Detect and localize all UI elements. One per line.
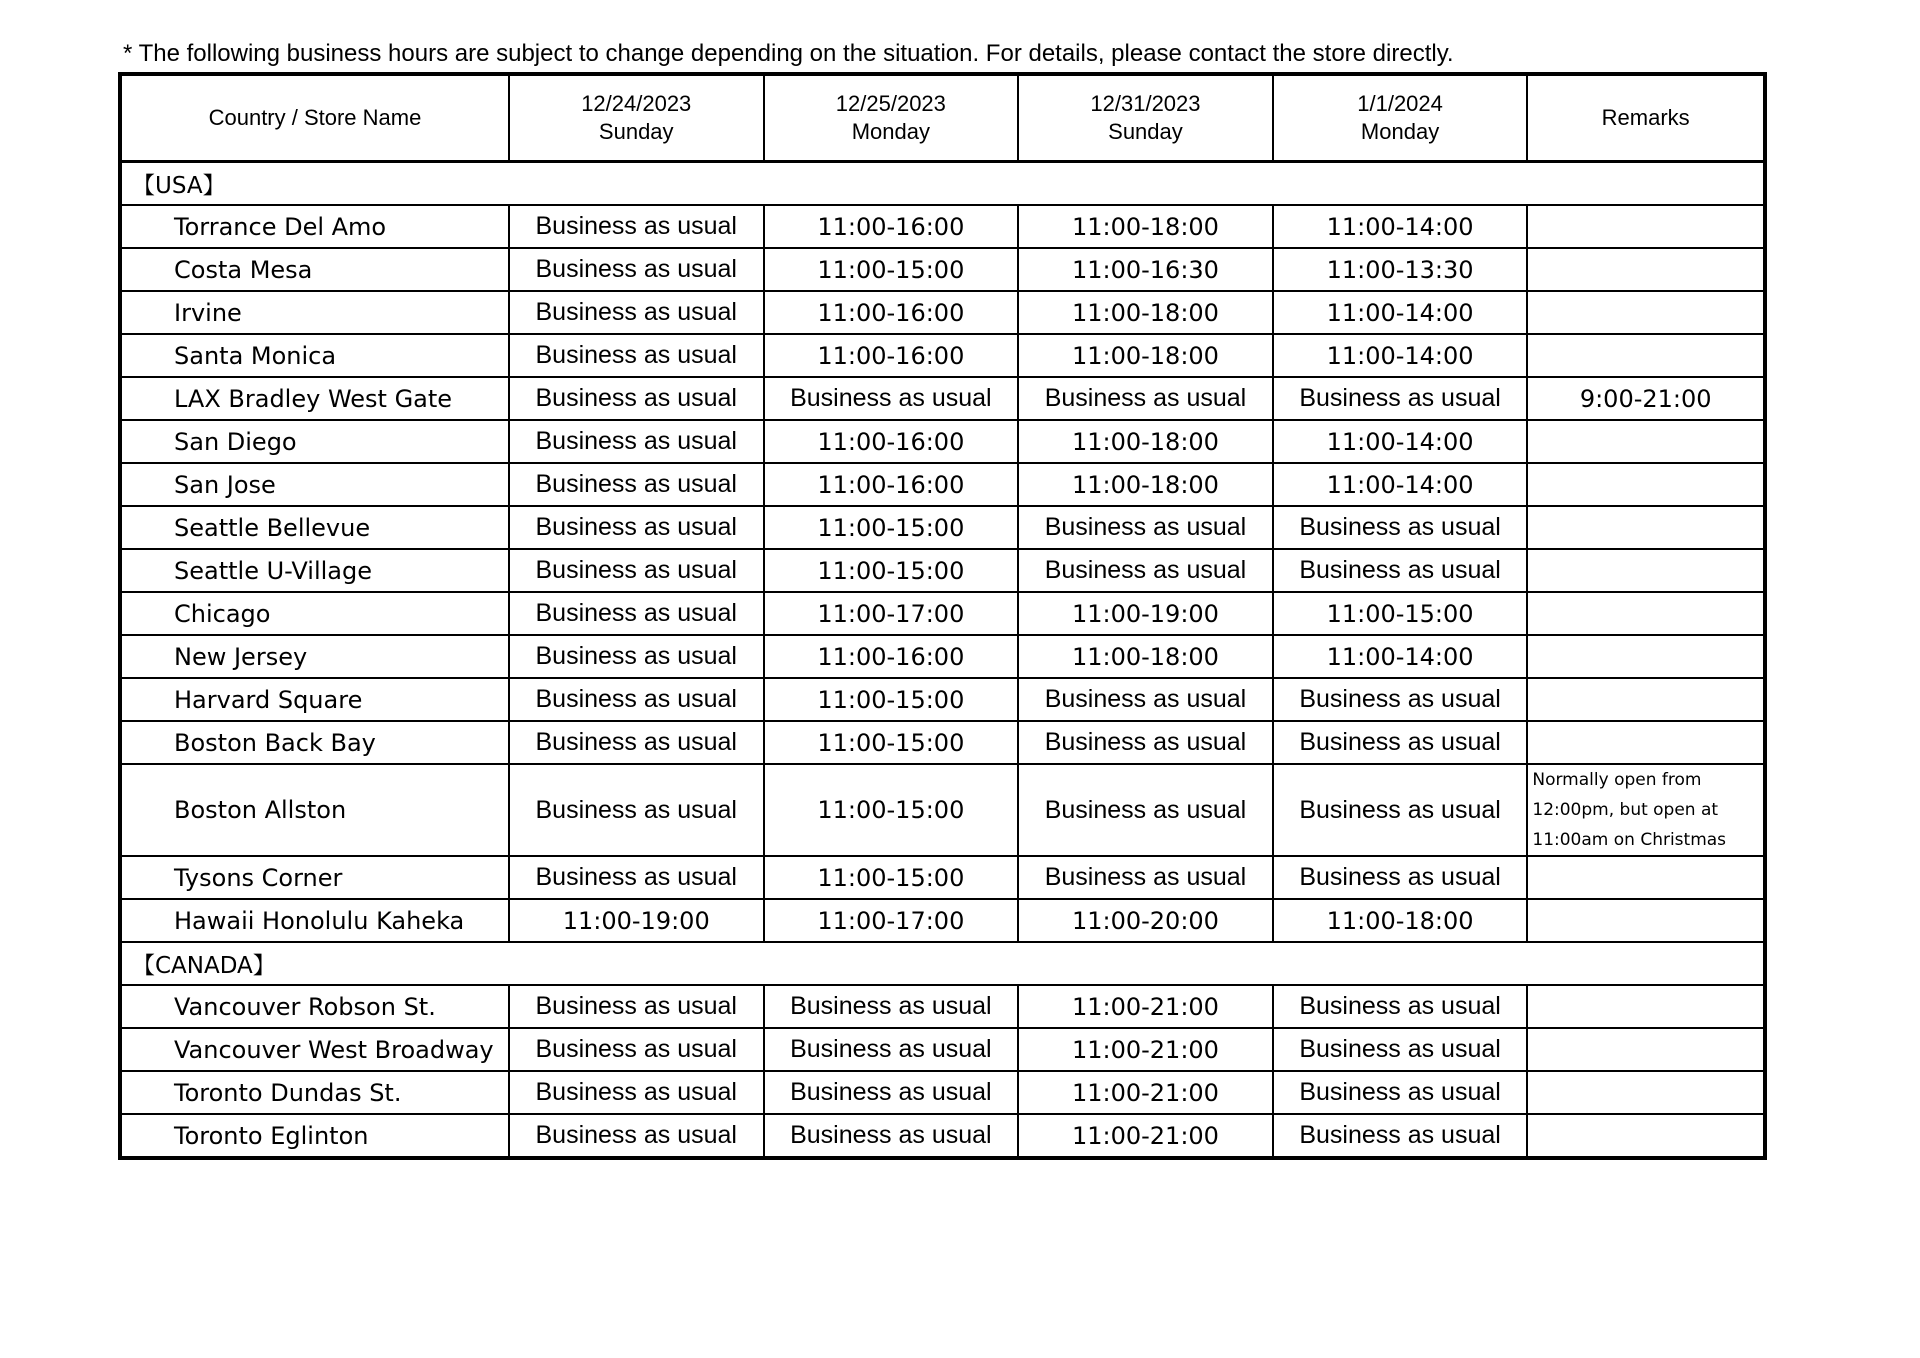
hours-cell: Business as usual xyxy=(1018,506,1273,549)
store-name: Seattle U-Village xyxy=(120,549,509,592)
hours-cell: 11:00-15:00 xyxy=(764,721,1019,764)
hours-cell: Business as usual xyxy=(1273,506,1528,549)
hours-cell: Business as usual xyxy=(509,1114,764,1158)
table-row xyxy=(120,549,1765,592)
hours-cell: 11:00-15:00 xyxy=(764,856,1019,899)
header-date: 12/25/2023 xyxy=(835,91,946,116)
store-name: Seattle Bellevue xyxy=(120,506,509,549)
hours-cell: Business as usual xyxy=(1273,985,1528,1028)
hours-cell: 11:00-18:00 xyxy=(1018,205,1273,248)
remarks-cell xyxy=(1527,205,1765,248)
store-name: Chicago xyxy=(120,592,509,635)
hours-cell: Business as usual xyxy=(509,856,764,899)
header-day: Sunday xyxy=(1108,119,1183,144)
table-row xyxy=(120,721,1765,764)
remarks-cell xyxy=(1527,678,1765,721)
hours-cell: 11:00-18:00 xyxy=(1018,334,1273,377)
remarks-cell xyxy=(1527,856,1765,899)
header-remarks: Remarks xyxy=(1527,74,1765,162)
disclaimer-note: * The following business hours are subject to change depending on the situation. For details, please contact the store directly. xyxy=(123,40,1454,67)
store-name: San Jose xyxy=(120,463,509,506)
remarks-cell xyxy=(1527,899,1765,942)
table-row xyxy=(120,334,1765,377)
hours-cell: 11:00-14:00 xyxy=(1273,205,1528,248)
header-date-3 xyxy=(1018,74,1273,162)
hours-cell: 11:00-14:00 xyxy=(1273,420,1528,463)
hours-cell: 11:00-15:00 xyxy=(1273,592,1528,635)
store-name: Toronto Dundas St. xyxy=(120,1071,509,1114)
hours-cell: Business as usual xyxy=(1018,721,1273,764)
hours-cell: Business as usual xyxy=(509,248,764,291)
hours-cell: Business as usual xyxy=(1018,377,1273,420)
hours-cell: 11:00-14:00 xyxy=(1273,635,1528,678)
hours-cell: Business as usual xyxy=(1273,377,1528,420)
hours-cell: Business as usual xyxy=(764,1028,1019,1071)
store-name: San Diego xyxy=(120,420,509,463)
hours-cell: 11:00-16:00 xyxy=(764,463,1019,506)
hours-cell: Business as usual xyxy=(509,1071,764,1114)
hours-cell: Business as usual xyxy=(1018,549,1273,592)
table-row xyxy=(120,678,1765,721)
hours-cell: 11:00-16:30 xyxy=(1018,248,1273,291)
hours-cell: 11:00-20:00 xyxy=(1018,899,1273,942)
hours-cell: Business as usual xyxy=(509,549,764,592)
hours-cell: 11:00-14:00 xyxy=(1273,334,1528,377)
store-name: Boston Allston xyxy=(120,764,509,856)
hours-cell: 11:00-16:00 xyxy=(764,205,1019,248)
store-name: Boston Back Bay xyxy=(120,721,509,764)
hours-cell: Business as usual xyxy=(1273,1114,1528,1158)
hours-cell: 11:00-16:00 xyxy=(764,334,1019,377)
hours-cell: 11:00-15:00 xyxy=(764,678,1019,721)
region-label: 【USA】 xyxy=(120,162,1765,206)
table-row xyxy=(120,248,1765,291)
table-row xyxy=(120,592,1765,635)
hours-cell: Business as usual xyxy=(764,377,1019,420)
store-name: LAX Bradley West Gate xyxy=(120,377,509,420)
remarks-cell xyxy=(1527,1071,1765,1114)
remarks-cell xyxy=(1527,1114,1765,1158)
hours-cell: Business as usual xyxy=(509,291,764,334)
hours-cell: Business as usual xyxy=(764,1114,1019,1158)
table-row xyxy=(120,1114,1765,1158)
hours-cell: Business as usual xyxy=(1273,721,1528,764)
header-day: Sunday xyxy=(598,119,674,144)
table-header-row xyxy=(120,74,1765,162)
header-date-1 xyxy=(509,74,764,162)
remarks-cell xyxy=(1527,1028,1765,1071)
store-name: Harvard Square xyxy=(120,678,509,721)
hours-cell: Business as usual xyxy=(1273,856,1528,899)
remarks-cell: Normally open from 12:00pm, but open at 11:00am on Christmas xyxy=(1527,764,1765,856)
table-row xyxy=(120,506,1765,549)
table-row xyxy=(120,1071,1765,1114)
table-row xyxy=(120,764,1765,856)
hours-cell: 11:00-19:00 xyxy=(509,899,764,942)
store-name: Vancouver Robson St. xyxy=(120,985,509,1028)
remarks-cell xyxy=(1527,248,1765,291)
table-row xyxy=(120,899,1765,942)
header-date: 12/24/2023 xyxy=(581,91,692,116)
hours-cell: Business as usual xyxy=(509,721,764,764)
hours-cell: Business as usual xyxy=(764,1071,1019,1114)
region-label: 【CANADA】 xyxy=(120,942,1765,985)
hours-cell: 11:00-18:00 xyxy=(1018,291,1273,334)
hours-cell: Business as usual xyxy=(509,592,764,635)
remarks-cell xyxy=(1527,592,1765,635)
hours-cell: 11:00-18:00 xyxy=(1273,899,1528,942)
remarks-cell xyxy=(1527,635,1765,678)
hours-cell: Business as usual xyxy=(509,420,764,463)
hours-cell: 11:00-14:00 xyxy=(1273,463,1528,506)
hours-cell: 11:00-16:00 xyxy=(764,635,1019,678)
hours-cell: 11:00-15:00 xyxy=(764,506,1019,549)
header-store-name: Country / Store Name xyxy=(120,74,509,162)
remarks-cell xyxy=(1527,721,1765,764)
header-day: Monday xyxy=(1360,119,1440,144)
hours-cell: 11:00-15:00 xyxy=(764,764,1019,856)
header-day: Monday xyxy=(851,119,930,144)
hours-cell: Business as usual xyxy=(1018,856,1273,899)
store-name: Vancouver West Broadway xyxy=(120,1028,509,1071)
table-row xyxy=(120,463,1765,506)
hours-cell: 11:00-13:30 xyxy=(1273,248,1528,291)
hours-cell: Business as usual xyxy=(1018,764,1273,856)
hours-cell: 11:00-18:00 xyxy=(1018,635,1273,678)
remarks-cell xyxy=(1527,334,1765,377)
hours-cell: 11:00-16:00 xyxy=(764,291,1019,334)
hours-cell: 11:00-15:00 xyxy=(764,549,1019,592)
hours-cell: Business as usual xyxy=(509,205,764,248)
hours-cell: 11:00-17:00 xyxy=(764,899,1019,942)
hours-cell: Business as usual xyxy=(509,1028,764,1071)
region-row-canada xyxy=(120,942,1765,985)
table-row xyxy=(120,420,1765,463)
remarks-cell xyxy=(1527,291,1765,334)
hours-cell: 11:00-21:00 xyxy=(1018,985,1273,1028)
hours-cell: 11:00-17:00 xyxy=(764,592,1019,635)
hours-cell: 11:00-14:00 xyxy=(1273,291,1528,334)
store-name: Santa Monica xyxy=(120,334,509,377)
hours-cell: Business as usual xyxy=(509,463,764,506)
hours-cell: 11:00-21:00 xyxy=(1018,1114,1273,1158)
store-name: Costa Mesa xyxy=(120,248,509,291)
hours-cell: Business as usual xyxy=(1273,764,1528,856)
store-name: Toronto Eglinton xyxy=(120,1114,509,1158)
remarks-cell: 9:00-21:00 xyxy=(1527,377,1765,420)
hours-cell: Business as usual xyxy=(509,334,764,377)
header-date: 12/31/2023 xyxy=(1090,91,1201,116)
hours-cell: Business as usual xyxy=(509,764,764,856)
hours-cell: Business as usual xyxy=(1273,1071,1528,1114)
table-row xyxy=(120,635,1765,678)
hours-cell: 11:00-18:00 xyxy=(1018,420,1273,463)
hours-cell: Business as usual xyxy=(509,506,764,549)
hours-cell: Business as usual xyxy=(1018,678,1273,721)
hours-cell: Business as usual xyxy=(1273,678,1528,721)
table-row xyxy=(120,985,1765,1028)
hours-cell: Business as usual xyxy=(509,377,764,420)
table-row xyxy=(120,291,1765,334)
header-date-4 xyxy=(1273,74,1528,162)
header-date-2 xyxy=(764,74,1019,162)
store-name: Irvine xyxy=(120,291,509,334)
table-row xyxy=(120,205,1765,248)
hours-cell: 11:00-15:00 xyxy=(764,248,1019,291)
table-row xyxy=(120,1028,1765,1071)
hours-cell: Business as usual xyxy=(509,678,764,721)
hours-cell: 11:00-21:00 xyxy=(1018,1028,1273,1071)
hours-cell: 11:00-21:00 xyxy=(1018,1071,1273,1114)
hours-cell: 11:00-18:00 xyxy=(1018,463,1273,506)
remarks-cell xyxy=(1527,985,1765,1028)
hours-cell: 11:00-16:00 xyxy=(764,420,1019,463)
remarks-cell xyxy=(1527,463,1765,506)
hours-cell: Business as usual xyxy=(1273,549,1528,592)
table-row xyxy=(120,377,1765,420)
remarks-cell xyxy=(1527,420,1765,463)
remarks-cell xyxy=(1527,506,1765,549)
header-date: 1/1/2024 xyxy=(1357,91,1443,116)
hours-cell: Business as usual xyxy=(764,985,1019,1028)
hours-cell: Business as usual xyxy=(1273,1028,1528,1071)
hours-cell: 11:00-19:00 xyxy=(1018,592,1273,635)
business-hours-table xyxy=(118,72,1767,1160)
hours-cell: Business as usual xyxy=(509,635,764,678)
store-name: New Jersey xyxy=(120,635,509,678)
store-name: Tysons Corner xyxy=(120,856,509,899)
table-row xyxy=(120,856,1765,899)
hours-cell: Business as usual xyxy=(509,985,764,1028)
store-name: Hawaii Honolulu Kaheka xyxy=(120,899,509,942)
region-row-usa xyxy=(120,162,1765,206)
remarks-cell xyxy=(1527,549,1765,592)
store-name: Torrance Del Amo xyxy=(120,205,509,248)
